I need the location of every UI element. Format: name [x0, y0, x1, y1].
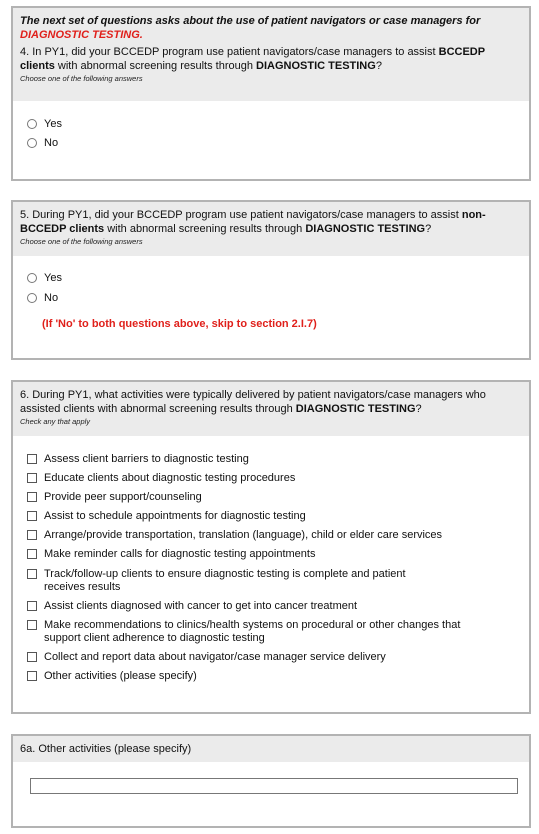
checkbox[interactable]: [27, 652, 37, 662]
question-5-text: [20, 208, 522, 236]
question-text-part: ?: [375, 60, 382, 72]
option-label: Track/follow-up clients to ensure diagnostic testing is complete and patient receives results: [44, 568, 406, 593]
question-5-panel: [11, 200, 531, 360]
question-text-part: 4. In PY1, did your BCCEDP program use patient navigators/case managers to assist: [20, 46, 439, 58]
question-text-part: 5. During PY1, did your BCCEDP program use patient navigators/case managers to assist: [20, 209, 462, 221]
option-label: Assist to schedule appointments for diagnostic testing: [44, 510, 306, 522]
option-label: Collect and report data about navigator/case manager service delivery: [44, 651, 386, 663]
question-6-text: [20, 388, 522, 416]
question-6a-header: [13, 736, 529, 762]
checkbox[interactable]: [27, 601, 37, 611]
q6-option-1[interactable]: [27, 453, 249, 466]
checkbox[interactable]: [27, 569, 37, 579]
q5-option-yes[interactable]: [27, 272, 62, 285]
checkbox[interactable]: [27, 620, 37, 630]
checkbox[interactable]: [27, 671, 37, 681]
q6-option-10[interactable]: [27, 651, 386, 664]
question-5-hint: Choose one of the following answers: [20, 237, 143, 246]
intro-text: The next set of questions asks about the use of patient navigators or case managers for: [20, 15, 481, 27]
skip-instruction: (If 'No' to both questions above, skip to section 2.I.7): [42, 318, 317, 330]
radio-button[interactable]: [27, 273, 37, 283]
option-label: Arrange/provide transportation, translation (language), child or elder care services: [44, 529, 443, 541]
option-label: No: [44, 292, 59, 304]
question-6-header: [13, 382, 529, 436]
q6-option-6[interactable]: [27, 548, 315, 561]
option-label: Other activities (please specify): [44, 670, 197, 682]
option-label: Provide peer support/counseling: [44, 491, 202, 503]
checkbox[interactable]: [27, 511, 37, 521]
q6-option-5[interactable]: [27, 529, 442, 542]
question-4-hint: Choose one of the following answers: [20, 74, 143, 83]
question-text-part: with abnormal screening results through: [104, 223, 306, 235]
q4-option-yes[interactable]: [27, 118, 62, 131]
q4-option-no[interactable]: [27, 137, 58, 150]
checkbox[interactable]: [27, 473, 37, 483]
section-intro: [20, 14, 522, 42]
checkbox[interactable]: [27, 549, 37, 559]
question-6a-panel: [11, 734, 531, 828]
q6-option-8[interactable]: [27, 600, 357, 613]
question-6a-text: 6a. Other activities (please specify): [20, 743, 192, 755]
option-label: Make recommendations to clinics/health systems on procedural or other changes that support client adherence to diagnostic testing: [44, 619, 461, 644]
option-label: Assist clients diagnosed with cancer to get into cancer treatment: [44, 600, 358, 612]
checkbox[interactable]: [27, 530, 37, 540]
question-text-part: ?: [415, 403, 422, 415]
question-4-panel: [11, 6, 531, 181]
question-6-hint: Check any that apply: [20, 417, 91, 426]
question-5-header: [13, 202, 529, 256]
checkbox[interactable]: [27, 492, 37, 502]
q6-option-3[interactable]: [27, 491, 202, 504]
question-text-part: with abnormal screening results through: [54, 60, 257, 72]
q5-option-no[interactable]: [27, 292, 58, 305]
intro-suffix: .: [139, 29, 143, 41]
option-label: Make reminder calls for diagnostic testing appointments: [44, 548, 316, 560]
question-text-bold: DIAGNOSTIC TESTING: [256, 60, 376, 72]
q6-option-4[interactable]: [27, 510, 306, 523]
q6-option-11[interactable]: [27, 670, 197, 683]
question-text-bold: DIAGNOSTIC TESTING: [295, 403, 416, 415]
radio-button[interactable]: [27, 119, 37, 129]
option-label: Yes: [44, 272, 62, 284]
q6-option-9[interactable]: [27, 619, 467, 645]
option-label: Yes: [44, 118, 62, 130]
other-activities-input[interactable]: [30, 778, 518, 794]
question-text-bold: BCCEDP clients: [20, 46, 485, 72]
q6-option-2[interactable]: [27, 472, 295, 485]
radio-button[interactable]: [27, 138, 37, 148]
intro-highlight: DIAGNOSTIC TESTING: [20, 29, 140, 41]
question-text-part: ?: [425, 223, 432, 235]
option-label: No: [44, 137, 59, 149]
question-6-panel: [11, 380, 531, 714]
question-4-text: [20, 45, 522, 73]
q6-option-7[interactable]: [27, 568, 447, 594]
checkbox[interactable]: [27, 454, 37, 464]
question-text-bold: DIAGNOSTIC TESTING: [305, 223, 426, 235]
option-label: Educate clients about diagnostic testing procedures: [44, 472, 296, 484]
question-4-header: [13, 8, 529, 101]
option-label: Assess client barriers to diagnostic testing: [44, 453, 249, 465]
radio-button[interactable]: [27, 293, 37, 303]
question-text-bold: non-BCCEDP clients: [20, 209, 486, 235]
question-text-part: 6. During PY1, what activities were typically delivered by patient navigators/case managers who assisted clients with abnormal screening results through: [20, 389, 486, 415]
